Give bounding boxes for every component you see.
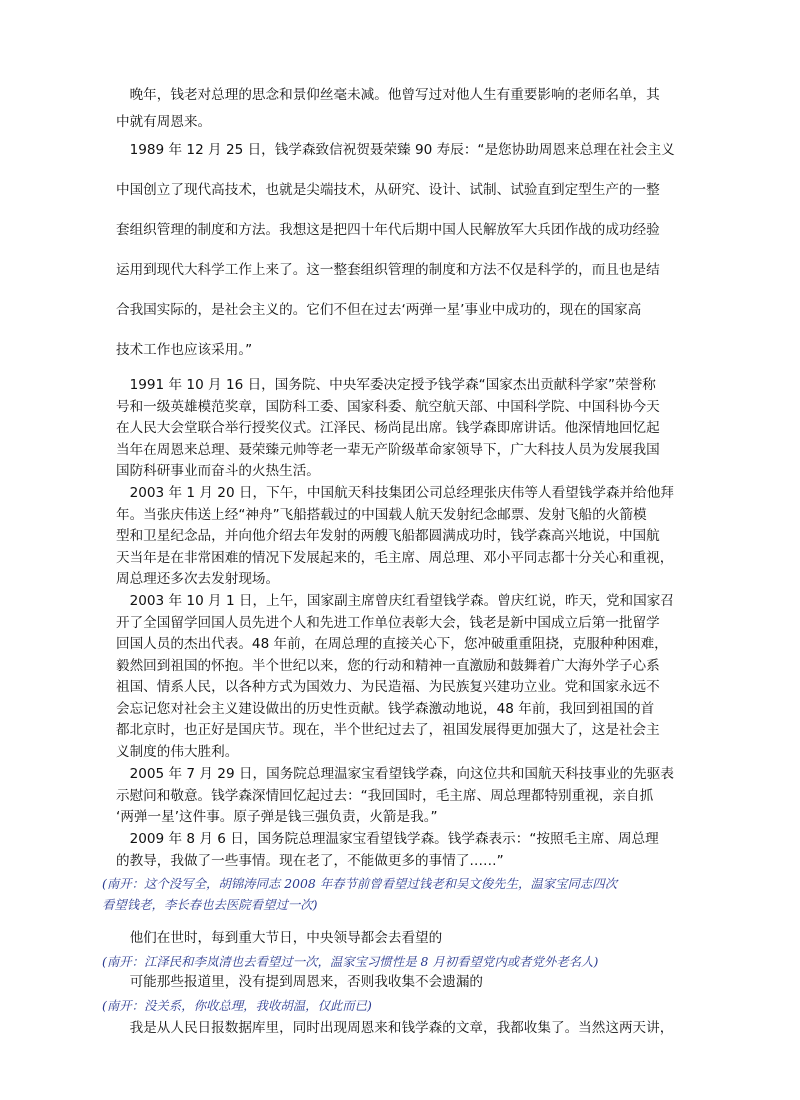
text-line: 1991 年 10 月 16 日，国务院、中央军委决定授予钱学森“国家杰出贡献科学家”荣誉称 bbox=[116, 377, 656, 393]
text-line: 2003 年 10 月 1 日，上午，国家副主席曾庆红看望钱学森。曾庆红说，昨天，党和国家召 bbox=[116, 593, 674, 609]
paragraph-2005 bbox=[116, 764, 686, 829]
note-line: 看望钱老，李长春也去医院看望过一次) bbox=[102, 897, 318, 912]
text-line: 在人民大会堂联合举行授奖仪式。江泽民、杨尚昆出席。钱学森即席讲话。他深情地回忆起 bbox=[116, 420, 660, 436]
text-line: 中就有周恩来。 bbox=[116, 114, 212, 130]
text-line: 技术工作也应该采用。” bbox=[116, 342, 253, 358]
paragraph-2003-oct bbox=[116, 591, 686, 763]
paragraph-1989-letter bbox=[116, 130, 686, 370]
paragraph-1991-award bbox=[116, 375, 686, 483]
text-line: ‘两弹一星’这件事。原子弹是钱三强负责，火箭是我。” bbox=[116, 809, 438, 825]
text-line: 年。当张庆伟送上经“神舟”飞船搭载过的中国载人航天发射纪念邮票、发射飞船的火箭模 bbox=[116, 506, 647, 523]
reply-2 bbox=[116, 972, 686, 994]
text-line: 运用到现代大科学工作上来了。这一整套组织管理的制度和方法不仅是科学的，而且也是结 bbox=[116, 262, 660, 278]
text-line: 毅然回到祖国的怀抱。半个世纪以来，您的行动和精神一直激励和鼓舞着广大海外学子心系 bbox=[116, 657, 660, 674]
text-line: 型和卫星纪念品，并向他介绍去年发射的两艘飞船都圆满成功时，钱学森高兴地说，中国航 bbox=[116, 528, 660, 544]
note-line: (南开：这个没写全，胡锦涛同志 2008 年春节前曾看望过钱老和吴文俊先生，温家宝同志四次 bbox=[102, 876, 618, 891]
text-line: 当年在周恩来总理、聂荣臻元帅等老一辈无产阶级革命家领导下，广大科技人员为发展我国 bbox=[116, 441, 660, 458]
text-line: 义制度的伟大胜利。 bbox=[116, 743, 239, 760]
text-line: 号和一级英雄模范奖章，国防科工委、国家科委、航空航天部、中国科学院、中国科协今天 bbox=[116, 398, 660, 415]
paragraph-late-years bbox=[116, 82, 686, 136]
text-line: 天当年是在非常困难的情况下发展起来的，毛主席、周总理、邓小平同志都十分关心和重视， bbox=[116, 549, 674, 566]
text-line: 合我国实际的，是社会主义的。它们不但在过去‘两弹一星’事业中成功的，现在的国家高 bbox=[116, 302, 642, 318]
reply-1 bbox=[116, 928, 686, 950]
text-line: 2003 年 1 月 20 日，下午，中国航天科技集团公司总经理张庆伟等人看望钱学森并给他拜 bbox=[116, 485, 674, 501]
text-line: 开了全国留学回国人员先进个人和先进工作单位表彰大会，钱老是新中国成立后第一批留学 bbox=[116, 614, 660, 631]
text-line: 他们在世时，每到重大节日，中央领导都会去看望的 bbox=[116, 930, 443, 946]
note-line: (南开：江泽民和李岚清也去看望过一次，温家宝习惯性是 8 月初看望党内或者党外老名人) bbox=[102, 954, 599, 969]
text-line: 2005 年 7 月 29 日，国务院总理温家宝看望钱学森，向这位共和国航天科技事业的先驱表 bbox=[116, 766, 674, 782]
paragraph-2003-jan bbox=[116, 483, 686, 591]
annotation-note-2 bbox=[102, 951, 598, 972]
text-line: 我是从人民日报数据库里，同时出现周恩来和钱学森的文章，我都收集了。当然这两天讲， bbox=[116, 1020, 674, 1036]
text-line: 中国创立了现代高技术，也就是尖端技术，从研究、设计、试制、试验直到定型生产的一整 bbox=[116, 182, 660, 198]
text-line: 周总理还多次去发射现场。 bbox=[116, 571, 280, 587]
text-line: 2009 年 8 月 6 日，国务院总理温家宝看望钱学森。钱学森表示：“按照毛主席、周总理 bbox=[116, 831, 659, 847]
text-line: 国防科研事业而奋斗的火热生活。 bbox=[116, 463, 320, 479]
text-line: 晚年，钱老对总理的思念和景仰丝毫未减。他曾写过对他人生有重要影响的老师名单，其 bbox=[116, 87, 660, 103]
text-line: 会忘记您对社会主义建设做出的历史性贡献。钱学森激动地说，48 年前，我回到祖国的首 bbox=[116, 700, 655, 717]
annotation-note-1 bbox=[102, 873, 617, 915]
paragraph-2009 bbox=[116, 829, 686, 872]
text-line: 可能那些报道里，没有提到周恩来，否则我收集不会遗漏的 bbox=[116, 974, 484, 990]
note-line: (南开：没关系，你收总理，我收胡温，仅此而已) bbox=[102, 998, 372, 1013]
annotation-note-3 bbox=[102, 995, 372, 1016]
text-line: 示慰问和敬意。钱学森深情回忆起过去：“我回国时，毛主席、周总理都特别重视，亲自抓 bbox=[116, 787, 654, 804]
text-line: 都北京时，也正好是国庆节。现在，半个世纪过去了，祖国发展得更加强大了，这是社会主 bbox=[116, 722, 660, 738]
text-line: 的教导，我做了一些事情。现在老了，不能做更多的事情了……” bbox=[116, 852, 504, 869]
text-line: 套组织管理的制度和方法。我想这是把四十年代后期中国人民解放军大兵团作战的成功经验 bbox=[116, 222, 660, 238]
text-line: 祖国、情系人民，以各种方式为国效力、为民造福、为民族复兴建功立业。党和国家永远不 bbox=[116, 679, 660, 695]
text-line: 1989 年 12 月 25 日，钱学森致信祝贺聂荣臻 90 寿辰：“是您协助周恩来总理在社会主义 bbox=[116, 142, 675, 158]
text-line: 回国人员的杰出代表。48 年前，在周总理的直接关心下，您冲破重重阻挠，克服种种困难， bbox=[116, 636, 668, 652]
reply-3 bbox=[116, 1018, 686, 1040]
